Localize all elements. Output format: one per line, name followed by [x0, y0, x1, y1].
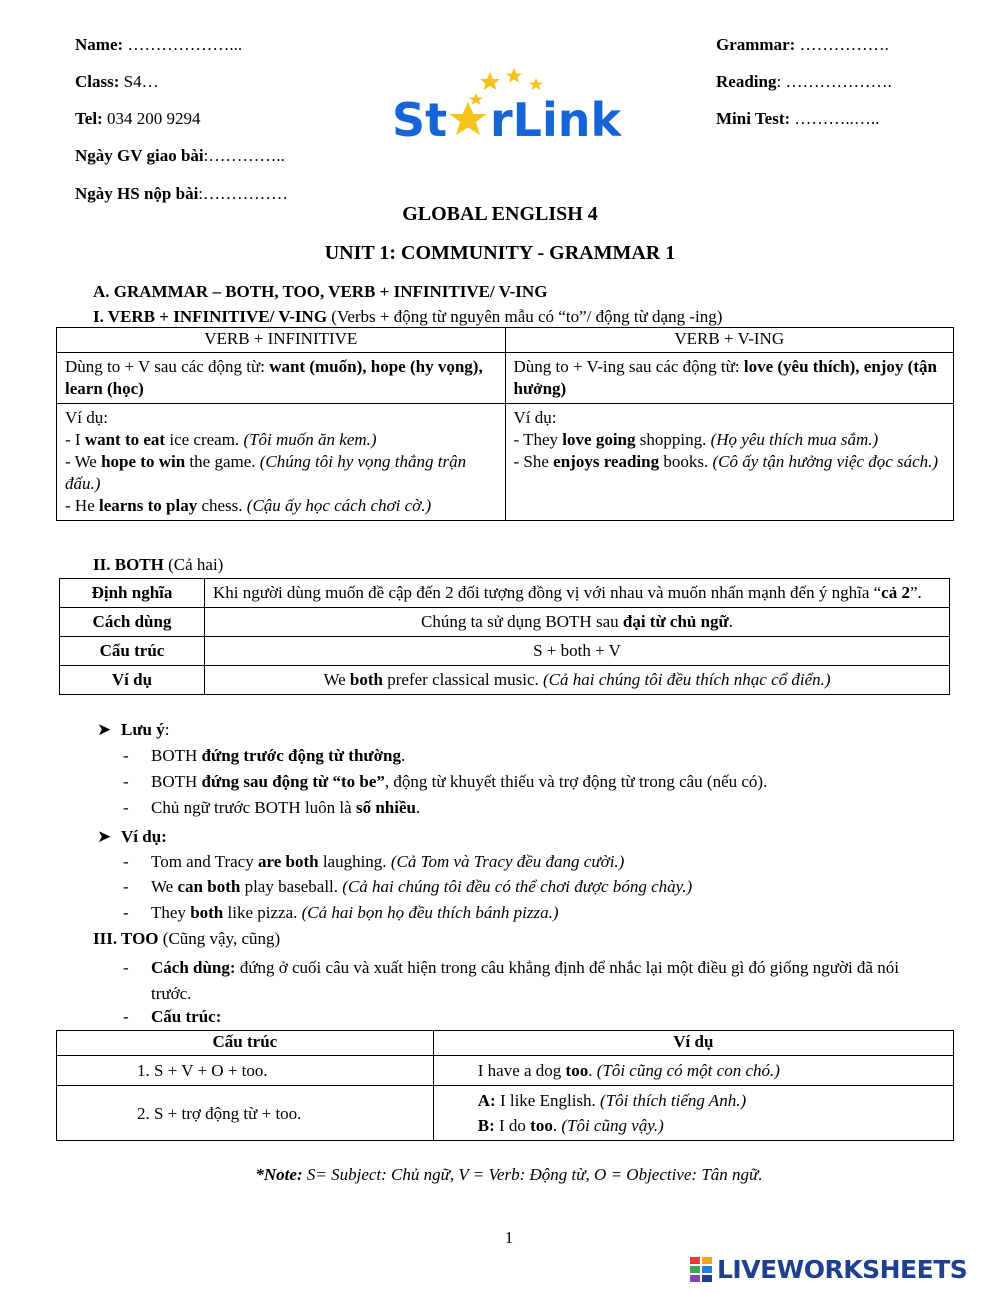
abbreviation-note: *Note: S= Subject: Chủ ngữ, V = Verb: Động từ, O = Objective: Tân ngữ. [255, 1165, 763, 1184]
minitest-line [716, 109, 879, 129]
definition-label: Định nghĩa [60, 579, 205, 608]
structure-label: Cấu trúc [60, 637, 205, 666]
reading-value: : ………………. [776, 72, 892, 91]
student-date-value: :…………… [198, 184, 289, 203]
arrow-bullet-icon: ➤ [97, 720, 112, 739]
minitest-value: ………..….. [790, 109, 880, 128]
structure-row-2: 2. S + trợ động từ + too. [57, 1086, 434, 1141]
example-header: Ví dụ [433, 1031, 953, 1056]
section-3-heading: III. TOO (Cũng vậy, cũng) [93, 929, 281, 948]
example-label: Ví dụ: [65, 408, 108, 427]
example-line: - We hope to win the game. (Chúng tôi hy vọng thắng trận đấu.) [65, 452, 467, 493]
section-1-heading [93, 307, 722, 327]
reading-label: Reading [716, 72, 777, 91]
example-line: - I want to eat ice cream. (Tôi muốn ăn kem.) [65, 430, 377, 449]
verb-ing-header: VERB + V-ING [505, 328, 954, 353]
grammar-label: Grammar: [716, 35, 796, 54]
star-icon [529, 78, 543, 90]
class-label: Class: [75, 72, 120, 91]
star-icon [506, 68, 522, 83]
unit-title: UNIT 1: COMMUNITY - GRAMMAR 1 [324, 242, 676, 264]
grammar-line [716, 35, 889, 55]
examples-heading: ➤ Ví dụ: [97, 827, 167, 846]
name-line [75, 35, 242, 55]
section-a-heading: A. GRAMMAR – BOTH, TOO, VERB + INFINITIVE/ V-ING [93, 282, 548, 301]
student-date-label: Ngày HS nộp bài [75, 184, 199, 203]
usage-label: Cách dùng [60, 608, 205, 637]
definition-text: Khi người dùng muốn đề cập đến 2 đối tượng đồng vị với nhau và muốn nhấn mạnh đến ý nghĩa “cả 2”. [205, 579, 950, 608]
minitest-label: Mini Test: [716, 109, 791, 128]
verb-ing-examples [505, 404, 954, 521]
too-usage: - Cách dùng: đứng ở cuối câu và xuất hiện trong câu khẳng định để nhắc lại một điều gì đó giống người đã nói trước. [123, 958, 899, 1003]
class-value: S4… [119, 72, 159, 91]
logo-text-st: St [392, 93, 448, 146]
usage-verbs: love (yêu thích), enjoy (tận hưởng) [513, 357, 937, 398]
note-heading: ➤ Lưu ý: [97, 720, 170, 739]
example-row-2: A: I like English. (Tôi thích tiếng Anh.) B: I do too. (Tôi cũng vậy.) [433, 1086, 953, 1141]
name-value: ………………... [123, 35, 243, 54]
liveworksheets-logo-icon [690, 1257, 714, 1283]
arrow-bullet-icon: ➤ [97, 827, 112, 846]
page-number: 1 [504, 1228, 514, 1247]
star-icon [480, 72, 500, 90]
starlink-logo [390, 66, 630, 146]
main-title: GLOBAL ENGLISH 4 [402, 203, 598, 225]
star-icon [450, 102, 487, 135]
verb-inf-usage [57, 353, 506, 404]
reading-line [716, 72, 892, 92]
class-line [75, 72, 159, 92]
example-label: Ví dụ: [513, 408, 557, 427]
tel-line [75, 109, 200, 129]
usage-verbs: want (muốn), hope (hy vọng), learn (học) [65, 357, 483, 398]
example-item: - Tom and Tracy are both laughing. (Cả Tom và Tracy đều đang cười.) [123, 852, 625, 871]
section-1-bold: I. VERB + INFINITIVE/ V-ING [93, 307, 328, 326]
too-structure-heading: - Cấu trúc: [123, 1007, 222, 1026]
section-2-heading: II. BOTH (Cả hai) [93, 555, 224, 574]
teacher-date-value: :………….. [203, 146, 285, 165]
verb-inf-header: VERB + INFINITIVE [57, 328, 506, 353]
example-line: - She enjoys reading books. (Cô ấy tận hưởng việc đọc sách.) [513, 452, 939, 471]
tel-value: 034 200 9294 [102, 109, 201, 128]
verb-ing-usage [505, 353, 954, 404]
student-date-line [75, 184, 288, 204]
section-1-rest: (Verbs + động từ nguyên mẫu có “to”/ động từ dạng -ing) [327, 307, 723, 326]
note-item: - Chủ ngữ trước BOTH luôn là số nhiều. [123, 798, 421, 817]
example-line: - They love going shopping. (Họ yêu thích mua sắm.) [513, 430, 879, 449]
too-table [56, 1030, 954, 1141]
structure-text: S + both + V [205, 637, 950, 666]
verb-table [56, 327, 954, 521]
note-item: - BOTH đứng trước động từ thường. [123, 746, 406, 765]
teacher-date-label: Ngày GV giao bài [75, 146, 204, 165]
tel-label: Tel: [75, 109, 103, 128]
example-row-1: I have a dog too. (Tôi cũng có một con chó.) [433, 1056, 953, 1086]
usage-text: Chúng ta sử dụng BOTH sau đại từ chủ ngữ. [205, 608, 950, 637]
structure-row-1: 1. S + V + O + too. [57, 1056, 434, 1086]
name-label: Name: [75, 35, 124, 54]
structure-header: Cấu trúc [57, 1031, 434, 1056]
example-item: - We can both play baseball. (Cả hai chúng tôi đều có thể chơi được bóng chày.) [123, 877, 693, 896]
grammar-value: ……………. [795, 35, 889, 54]
usage-text: Dùng to + V-ing sau các động từ: [513, 357, 744, 376]
logo-text-rlink: rLink [490, 93, 622, 146]
liveworksheets-brand [690, 1255, 992, 1285]
both-table [59, 578, 950, 695]
example-text: We both prefer classical music. (Cả hai chúng tôi đều thích nhạc cổ điển.) [205, 666, 950, 695]
note-item: - BOTH đứng sau động từ “to be”, động từ khuyết thiếu và trợ động từ trong câu (nếu có). [123, 772, 768, 791]
star-icon [469, 93, 483, 105]
teacher-date-line [75, 146, 285, 166]
example-label: Ví dụ [60, 666, 205, 695]
verb-inf-examples [57, 404, 506, 521]
usage-text: Dùng to + V sau các động từ: [65, 357, 270, 376]
example-line: - He learns to play chess. (Cậu ấy học cách chơi cờ.) [65, 496, 432, 515]
liveworksheets-text[interactable]: LIVEWORKSHEETS [717, 1255, 968, 1284]
example-item: - They both like pizza. (Cả hai bọn họ đều thích bánh pizza.) [123, 903, 559, 922]
